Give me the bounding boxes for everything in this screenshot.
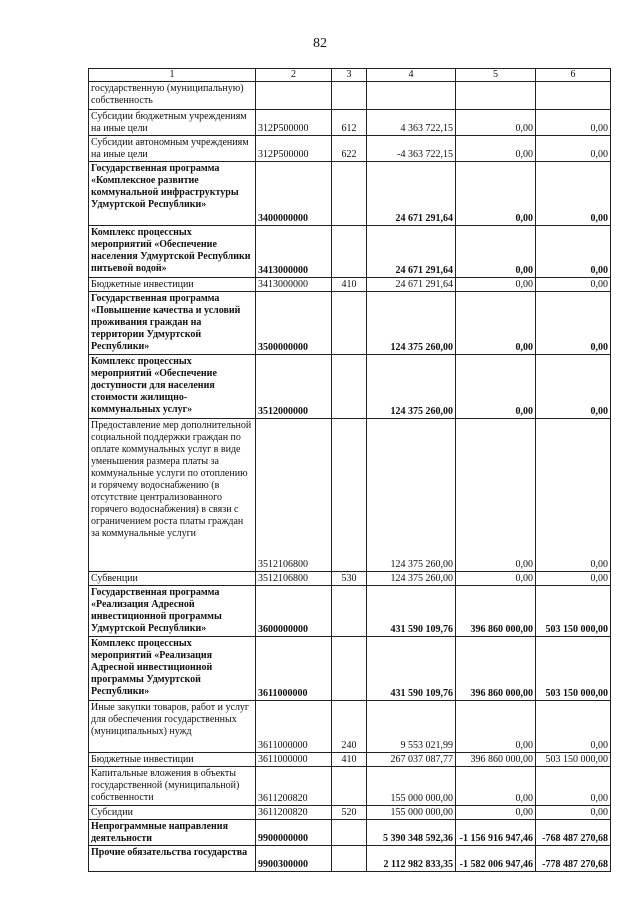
- row-name-cell: Государственная программа «Повышение качества и условий проживания граждан на территории Удмуртской Республики»: [89, 292, 256, 355]
- row-type-cell: [332, 419, 367, 572]
- row-value-1-cell: 124 375 260,00: [367, 419, 456, 572]
- table-row: [89, 820, 611, 846]
- row-value-2-cell: -1 156 916 947,46: [456, 820, 536, 846]
- table-body: [89, 82, 611, 872]
- row-value-2-cell: 0,00: [456, 292, 536, 355]
- row-name-cell: Непрограммные направления деятельности: [89, 820, 256, 846]
- row-value-2-cell: -1 582 006 947,46: [456, 846, 536, 872]
- row-value-1-cell: 124 375 260,00: [367, 572, 456, 586]
- row-value-3-cell: 0,00: [536, 292, 611, 355]
- table-row: [89, 806, 611, 820]
- header-cell: 2: [256, 69, 332, 82]
- row-code-cell: 3500000000: [256, 292, 332, 355]
- row-value-1-cell: 9 553 021,99: [367, 701, 456, 753]
- row-value-2-cell: [456, 82, 536, 110]
- table-row: [89, 419, 611, 572]
- row-value-3-cell: 0,00: [536, 806, 611, 820]
- budget-table: [88, 68, 611, 872]
- row-type-cell: [332, 82, 367, 110]
- row-code-cell: 3611200820: [256, 767, 332, 806]
- row-value-1-cell: 155 000 000,00: [367, 806, 456, 820]
- row-code-cell: 3512000000: [256, 355, 332, 419]
- row-value-1-cell: 124 375 260,00: [367, 355, 456, 419]
- row-code-cell: 312Р500000: [256, 110, 332, 136]
- row-name-cell: Комплекс процессных мероприятий «Обеспечение населения Удмуртской Республики питьевой водой»: [89, 226, 256, 278]
- row-value-3-cell: 0,00: [536, 136, 611, 162]
- table-row: [89, 82, 611, 110]
- row-value-1-cell: 24 671 291,64: [367, 162, 456, 226]
- row-type-cell: 612: [332, 110, 367, 136]
- header-cell: 4: [367, 69, 456, 82]
- row-value-1-cell: 24 671 291,64: [367, 226, 456, 278]
- row-code-cell: 3611000000: [256, 753, 332, 767]
- row-value-3-cell: 0,00: [536, 701, 611, 753]
- row-value-1-cell: 4 363 722,15: [367, 110, 456, 136]
- row-name-cell: Прочие обязательства государства: [89, 846, 256, 872]
- row-type-cell: [332, 846, 367, 872]
- row-name-cell: государственную (муниципальную) собственность: [89, 82, 256, 110]
- row-value-2-cell: 0,00: [456, 278, 536, 292]
- row-value-2-cell: 0,00: [456, 162, 536, 226]
- row-name-cell: Комплекс процессных мероприятий «Реализация Адресной инвестиционной программы Удмуртской Республики»: [89, 637, 256, 701]
- row-value-2-cell: 0,00: [456, 136, 536, 162]
- row-value-3-cell: 0,00: [536, 110, 611, 136]
- row-value-1-cell: [367, 82, 456, 110]
- row-value-1-cell: 155 000 000,00: [367, 767, 456, 806]
- row-value-1-cell: 431 590 109,76: [367, 586, 456, 637]
- table-row: [89, 753, 611, 767]
- row-value-1-cell: 267 037 087,77: [367, 753, 456, 767]
- table-row: [89, 767, 611, 806]
- table-row: [89, 701, 611, 753]
- row-value-2-cell: 396 860 000,00: [456, 753, 536, 767]
- row-name-cell: Бюджетные инвестиции: [89, 278, 256, 292]
- row-name-cell: Субвенции: [89, 572, 256, 586]
- row-value-3-cell: -768 487 270,68: [536, 820, 611, 846]
- row-name-cell: Предоставление мер дополнительной социальной поддержки граждан по оплате коммунальных услуг в виде уменьшения размера платы за коммунальные услуги по отоплению и горячему водоснабжению (в отсутствие централизованного горячего водоснабжения) в связи с ограничением роста платы граждан за коммунальные услуги: [89, 419, 256, 572]
- row-name-cell: Комплекс процессных мероприятий «Обеспечение доступности для населения стоимости жилищно-коммунальных услуг»: [89, 355, 256, 419]
- row-value-2-cell: 0,00: [456, 767, 536, 806]
- row-value-3-cell: 503 150 000,00: [536, 753, 611, 767]
- row-value-2-cell: 396 860 000,00: [456, 637, 536, 701]
- row-type-cell: [332, 637, 367, 701]
- row-code-cell: 9900000000: [256, 820, 332, 846]
- row-value-3-cell: 0,00: [536, 572, 611, 586]
- row-value-2-cell: 0,00: [456, 110, 536, 136]
- row-value-3-cell: 0,00: [536, 419, 611, 572]
- row-value-2-cell: 0,00: [456, 355, 536, 419]
- row-type-cell: [332, 292, 367, 355]
- row-code-cell: [256, 82, 332, 110]
- row-name-cell: Капитальные вложения в объекты государственной (муниципальной) собственности: [89, 767, 256, 806]
- row-type-cell: 410: [332, 278, 367, 292]
- row-value-2-cell: 396 860 000,00: [456, 586, 536, 637]
- header-cell: 5: [456, 69, 536, 82]
- row-value-3-cell: 0,00: [536, 767, 611, 806]
- row-type-cell: 410: [332, 753, 367, 767]
- row-value-1-cell: 5 390 348 592,36: [367, 820, 456, 846]
- row-type-cell: [332, 820, 367, 846]
- row-value-2-cell: 0,00: [456, 806, 536, 820]
- row-value-1-cell: 124 375 260,00: [367, 292, 456, 355]
- table-row: [89, 846, 611, 872]
- row-name-cell: Государственная программа «Реализация Адресной инвестиционной программы Удмуртской Республики»: [89, 586, 256, 637]
- table-row: [89, 278, 611, 292]
- row-code-cell: 3611000000: [256, 637, 332, 701]
- row-name-cell: Субсидии бюджетным учреждениям на иные цели: [89, 110, 256, 136]
- row-type-cell: [332, 162, 367, 226]
- row-name-cell: Иные закупки товаров, работ и услуг для обеспечения государственных (муниципальных) нужд: [89, 701, 256, 753]
- row-type-cell: [332, 586, 367, 637]
- row-value-2-cell: 0,00: [456, 572, 536, 586]
- row-code-cell: 312Р500000: [256, 136, 332, 162]
- row-type-cell: 520: [332, 806, 367, 820]
- row-value-3-cell: -778 487 270,68: [536, 846, 611, 872]
- table-row: [89, 226, 611, 278]
- row-code-cell: 3413000000: [256, 278, 332, 292]
- header-cell: 3: [332, 69, 367, 82]
- row-name-cell: Государственная программа «Комплексное развитие коммунальной инфраструктуры Удмуртской Республики»: [89, 162, 256, 226]
- row-value-2-cell: 0,00: [456, 419, 536, 572]
- table-row: [89, 572, 611, 586]
- row-code-cell: 3611000000: [256, 701, 332, 753]
- row-code-cell: 3400000000: [256, 162, 332, 226]
- row-code-cell: 3600000000: [256, 586, 332, 637]
- header-row: [89, 69, 611, 82]
- row-value-1-cell: 2 112 982 833,35: [367, 846, 456, 872]
- table-row: [89, 110, 611, 136]
- page-number: 82: [313, 36, 327, 51]
- row-code-cell: 3512106800: [256, 419, 332, 572]
- row-value-3-cell: 0,00: [536, 355, 611, 419]
- row-value-1-cell: 24 671 291,64: [367, 278, 456, 292]
- row-value-1-cell: 431 590 109,76: [367, 637, 456, 701]
- row-code-cell: 3413000000: [256, 226, 332, 278]
- row-value-3-cell: [536, 82, 611, 110]
- row-value-3-cell: 0,00: [536, 226, 611, 278]
- row-type-cell: 240: [332, 701, 367, 753]
- row-value-3-cell: 0,00: [536, 278, 611, 292]
- row-value-3-cell: 0,00: [536, 162, 611, 226]
- table-row: [89, 586, 611, 637]
- row-code-cell: 3611200820: [256, 806, 332, 820]
- row-value-3-cell: 503 150 000,00: [536, 586, 611, 637]
- row-code-cell: 9900300000: [256, 846, 332, 872]
- row-name-cell: Субсидии: [89, 806, 256, 820]
- row-name-cell: Субсидии автономным учреждениям на иные цели: [89, 136, 256, 162]
- row-value-1-cell: -4 363 722,15: [367, 136, 456, 162]
- row-code-cell: 3512106800: [256, 572, 332, 586]
- row-value-2-cell: 0,00: [456, 226, 536, 278]
- row-type-cell: [332, 767, 367, 806]
- table-row: [89, 292, 611, 355]
- row-name-cell: Бюджетные инвестиции: [89, 753, 256, 767]
- row-value-2-cell: 0,00: [456, 701, 536, 753]
- table-row: [89, 355, 611, 419]
- row-type-cell: [332, 355, 367, 419]
- header-cell: 6: [536, 69, 611, 82]
- table-row: [89, 136, 611, 162]
- row-value-3-cell: 503 150 000,00: [536, 637, 611, 701]
- row-type-cell: 530: [332, 572, 367, 586]
- table-row: [89, 637, 611, 701]
- table-row: [89, 162, 611, 226]
- row-type-cell: [332, 226, 367, 278]
- row-type-cell: 622: [332, 136, 367, 162]
- header-cell: 1: [89, 69, 256, 82]
